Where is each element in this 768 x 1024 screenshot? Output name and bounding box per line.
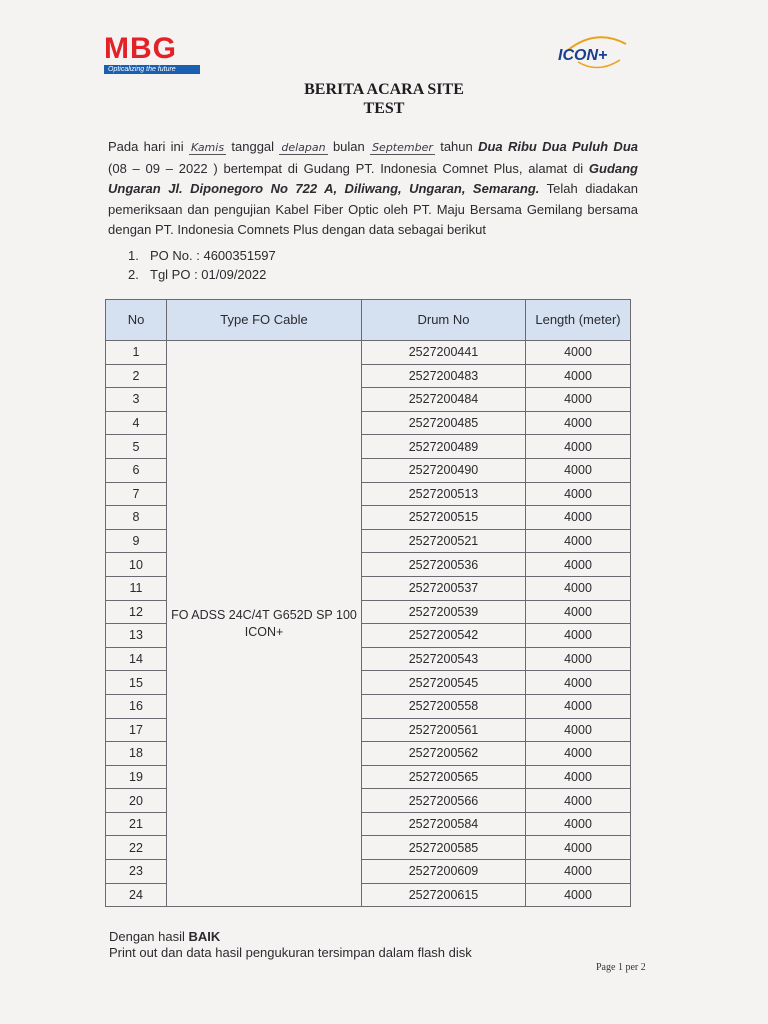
para-text-3: bulan — [327, 139, 371, 154]
row-length: 4000 — [526, 482, 631, 506]
row-no: 6 — [106, 458, 167, 482]
row-drum-no: 2527200441 — [362, 341, 526, 365]
row-drum-no: 2527200609 — [362, 860, 526, 884]
row-length: 4000 — [526, 435, 631, 459]
row-length: 4000 — [526, 812, 631, 836]
po-date-item — [128, 267, 266, 282]
row-no: 3 — [106, 388, 167, 412]
row-no: 1 — [106, 341, 167, 365]
para-text-7: Telah diadakan pemeriksaan dan pengujian Kabel Fiber Optic oleh PT. Maju Bersama Gemilang bersama dengan PT. Indonesia Comnets Plus dengan data sebagai berikut — [108, 181, 638, 237]
table-header-row — [106, 300, 631, 341]
row-no: 2 — [106, 364, 167, 388]
row-length: 4000 — [526, 765, 631, 789]
row-drum-no: 2527200490 — [362, 458, 526, 482]
row-drum-no: 2527200485 — [362, 411, 526, 435]
row-length: 4000 — [526, 789, 631, 813]
result-line — [109, 929, 220, 944]
row-no: 11 — [106, 576, 167, 600]
row-no: 13 — [106, 624, 167, 648]
row-no: 19 — [106, 765, 167, 789]
row-no: 23 — [106, 860, 167, 884]
row-length: 4000 — [526, 529, 631, 553]
intro-paragraph — [108, 137, 638, 241]
row-no: 7 — [106, 482, 167, 506]
row-drum-no: 2527200513 — [362, 482, 526, 506]
row-length: 4000 — [526, 458, 631, 482]
mbg-logo — [104, 34, 204, 74]
handwritten-month: September — [372, 141, 433, 154]
result-value: BAIK — [188, 929, 221, 944]
row-drum-no: 2527200539 — [362, 600, 526, 624]
row-length: 4000 — [526, 388, 631, 412]
row-length: 4000 — [526, 694, 631, 718]
row-length: 4000 — [526, 742, 631, 766]
header-no: No — [106, 300, 167, 341]
row-drum-no: 2527200565 — [362, 765, 526, 789]
address: Gudang Ungaran Jl. Diponegoro No 722 A, Diliwang, Ungaran, Semarang. — [108, 160, 638, 196]
row-length: 4000 — [526, 600, 631, 624]
row-length: 4000 — [526, 506, 631, 530]
row-no: 4 — [106, 411, 167, 435]
row-length: 4000 — [526, 647, 631, 671]
numeric-date: 08 – 09 – 2022 — [112, 160, 208, 176]
row-length: 4000 — [526, 576, 631, 600]
row-no: 20 — [106, 789, 167, 813]
row-length: 4000 — [526, 364, 631, 388]
handwritten-date: delapan — [281, 141, 326, 154]
row-drum-no: 2527200562 — [362, 742, 526, 766]
row-length: 4000 — [526, 860, 631, 884]
row-no: 5 — [106, 435, 167, 459]
row-drum-no: 2527200521 — [362, 529, 526, 553]
po-item-2-text: Tgl PO : 01/09/2022 — [150, 267, 267, 282]
icon-plus-logo-text: ICON+ — [558, 47, 608, 64]
para-text-6: ) bertempat di Gudang PT. Indonesia Comnet Plus, alamat di — [207, 160, 589, 176]
para-text-1: Pada hari ini — [108, 139, 189, 154]
row-no: 17 — [106, 718, 167, 742]
row-no: 15 — [106, 671, 167, 695]
icon-plus-logo — [548, 30, 644, 74]
po-item-2-num: 2. — [128, 267, 139, 282]
row-length: 4000 — [526, 671, 631, 695]
row-drum-no: 2527200542 — [362, 624, 526, 648]
row-length: 4000 — [526, 411, 631, 435]
document-title-line1: BERITA ACARA SITE — [304, 81, 464, 98]
row-drum-no: 2527200615 — [362, 883, 526, 907]
para-text-4: tahun — [434, 139, 479, 154]
row-no: 12 — [106, 600, 167, 624]
po-number-item — [128, 248, 276, 263]
row-no: 16 — [106, 694, 167, 718]
row-no: 21 — [106, 812, 167, 836]
row-no: 22 — [106, 836, 167, 860]
row-length: 4000 — [526, 836, 631, 860]
page-number: Page 1 per 2 — [596, 962, 646, 973]
po-item-1-text: PO No. : 4600351597 — [150, 248, 276, 263]
row-drum-no: 2527200537 — [362, 576, 526, 600]
mbg-logo-text: MBG — [104, 32, 177, 65]
year-words: Dua Ribu Dua Puluh Dua — [478, 139, 638, 154]
row-drum-no: 2527200558 — [362, 694, 526, 718]
row-drum-no: 2527200515 — [362, 506, 526, 530]
storage-note: Print out dan data hasil pengukuran tersimpan dalam flash disk — [109, 945, 472, 960]
row-drum-no: 2527200585 — [362, 836, 526, 860]
po-item-1-num: 1. — [128, 248, 139, 263]
row-drum-no: 2527200566 — [362, 789, 526, 813]
row-no: 9 — [106, 529, 167, 553]
header-length: Length (meter) — [526, 300, 631, 341]
header-drum: Drum No — [362, 300, 526, 341]
row-drum-no: 2527200543 — [362, 647, 526, 671]
row-length: 4000 — [526, 553, 631, 577]
handwritten-day: Kamis — [191, 141, 225, 154]
row-drum-no: 2527200484 — [362, 388, 526, 412]
cable-table — [105, 299, 631, 907]
cable-type-cell: FO ADSS 24C/4T G652D SP 100 ICON+ — [167, 341, 362, 907]
table-row — [106, 341, 631, 365]
para-text-5: ( — [108, 160, 113, 176]
para-text-2: tanggal — [226, 139, 280, 154]
row-drum-no: 2527200536 — [362, 553, 526, 577]
row-no: 10 — [106, 553, 167, 577]
result-label: Dengan hasil — [109, 929, 189, 944]
row-drum-no: 2527200561 — [362, 718, 526, 742]
row-no: 18 — [106, 742, 167, 766]
row-drum-no: 2527200483 — [362, 364, 526, 388]
row-length: 4000 — [526, 718, 631, 742]
row-no: 14 — [106, 647, 167, 671]
row-no: 8 — [106, 506, 167, 530]
mbg-logo-tagline: Opticalizing the future — [104, 65, 200, 74]
row-drum-no: 2527200545 — [362, 671, 526, 695]
document-title-line2: TEST — [363, 100, 405, 117]
row-length: 4000 — [526, 883, 631, 907]
row-length: 4000 — [526, 624, 631, 648]
row-length: 4000 — [526, 341, 631, 365]
header-type: Type FO Cable — [167, 300, 362, 341]
row-no: 24 — [106, 883, 167, 907]
table-body — [106, 341, 631, 907]
row-drum-no: 2527200489 — [362, 435, 526, 459]
row-drum-no: 2527200584 — [362, 812, 526, 836]
